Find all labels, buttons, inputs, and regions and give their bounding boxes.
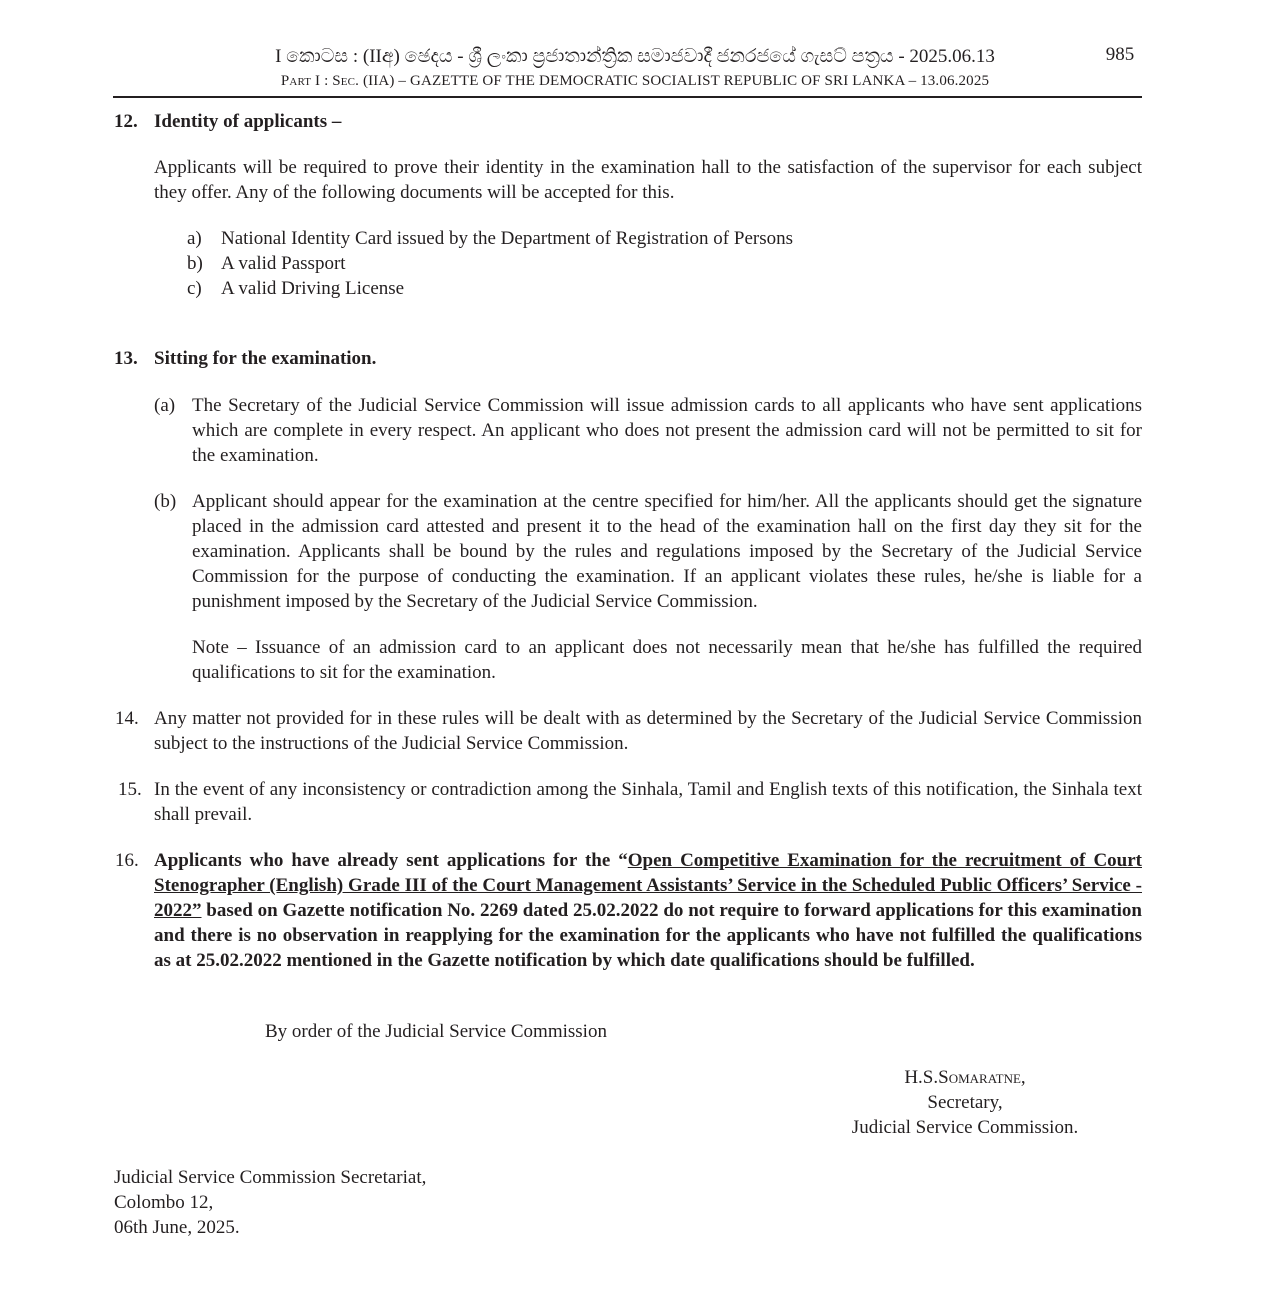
header-sec: : Sec. [324, 73, 360, 89]
section-14-number: 14. [115, 708, 139, 729]
section-12-number: 12. [114, 111, 138, 132]
section-16-exam-title: Open Competitive Examination for the recruitment of Court Stenographer (English) Grade III of the Court Management Assistants’ Service in the Scheduled Public Officers’ Service - 2022” [154, 850, 1142, 921]
gazette-header-english [150, 72, 1120, 90]
page-number: 985 [1105, 44, 1135, 65]
list-item-text: National Identity Card issued by the Department of Registration of Persons [221, 228, 793, 249]
list-item-text: A valid Driving License [221, 278, 405, 299]
section-16-number: 16. [115, 850, 139, 871]
signatory-organization: Judicial Service Commission. [851, 1117, 1079, 1138]
section-13-heading: Sitting for the examination. [154, 348, 377, 369]
section-13-note: Note – Issuance of an admission card to an applicant does not necessarily mean that he/she has fulfilled the required qualifications to sit for the examination. [192, 637, 1142, 683]
section-16-lead: Applicants who have already sent applications for the “ [154, 850, 628, 871]
signatory-name [815, 1065, 1115, 1090]
section-14-text: Any matter not provided for in these rules will be dealt with as determined by the Secretary of the Judicial Service Commission subject to the instructions of the Judicial Service Commission. [154, 708, 1142, 754]
signatory-surname: Somaratne, [938, 1067, 1026, 1088]
header-rule [113, 96, 1142, 98]
order-line: By order of the Judicial Service Commission [265, 1021, 607, 1042]
list-item-text: A valid Passport [221, 253, 346, 274]
section-13-number: 13. [114, 348, 138, 369]
section-12-intro: Applicants will be required to prove their identity in the examination hall to the satisfaction of the supervisor for each subject they offer. Any of the following documents will be accepted for this. [154, 157, 1142, 203]
list-item-label: a) [187, 228, 202, 249]
signatory-initials: H.S. [904, 1067, 939, 1088]
section-13a-text: The Secretary of the Judicial Service Commission will issue admission cards to all applicants who have sent applications which are complete in every respect. An applicant who does not present the admission card will not be permitted to sit for the examination. [192, 395, 1142, 466]
header-rest: (IIA) – GAZETTE OF THE DEMOCRATIC SOCIALIST REPUBLIC OF SRI LANKA – 13.06.2025 [362, 73, 990, 89]
section-16-rest: based on Gazette notification No. 2269 dated 25.02.2022 do not require to forward applications for this examination and there is no observation in reapplying for the examination for the applicants who have not fulfilled the qualifications as at 25.02.2022 mentioned in the Gazette notification by which date qualifications should be fulfilled. [154, 900, 1142, 971]
header-part: Part I [280, 73, 321, 89]
section-13a-label: (a) [154, 395, 176, 416]
gazette-header-sinhala: I කොටස : (IIඅ) ඡෙදය - ශ්‍රී ලංකා ප්‍රජාතාන්ත්‍රික සමාජවාදී ජනරජයේ ගැසට් පත්‍රය - 2025.06.13 [275, 46, 995, 67]
address-line: Colombo 12, [114, 1192, 214, 1213]
section-13b-label: (b) [154, 491, 177, 512]
signatory-title: Secretary, [927, 1092, 1003, 1113]
list-item-label: c) [187, 278, 202, 299]
section-13b-text: Applicant should appear for the examination at the centre specified for him/her. All the applicants should get the signature placed in the admission card attested and present it to the head of the examination hall on the first day they sit for the examination. Applicants shall be bound by the rules and regulations imposed by the Secretary of the Judicial Service Commission for the purpose of conducting the examination. If an applicant violates these rules, he/she is liable for a punishment imposed by the Secretary of the Judicial Service Commission. [192, 491, 1142, 612]
section-15-number: 15. [118, 779, 142, 800]
section-16-text [154, 848, 1142, 973]
section-12-heading: Identity of applicants – [154, 111, 342, 132]
list-item-label: b) [187, 253, 203, 274]
address-line: Judicial Service Commission Secretariat, [114, 1167, 427, 1188]
address-date: 06th June, 2025. [114, 1217, 240, 1238]
section-15-text: In the event of any inconsistency or contradiction among the Sinhala, Tamil and English texts of this notification, the Sinhala text shall prevail. [154, 779, 1142, 825]
